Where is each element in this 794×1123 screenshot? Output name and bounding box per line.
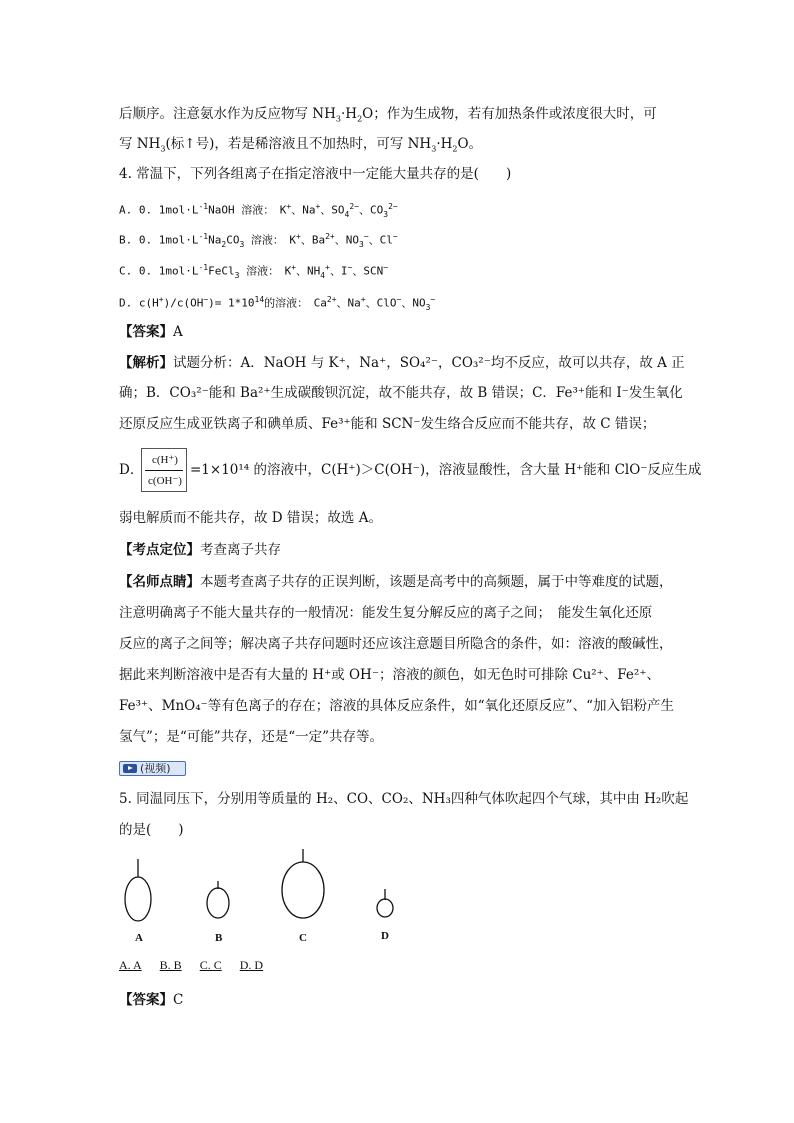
text-segment: (标↑号)，若是稀溶液且不加热时，可写 NH — [165, 136, 432, 152]
text-segment: NaOH 溶液： K — [208, 203, 287, 217]
text-segment: 、Cl — [368, 233, 393, 247]
balloon-label-b: B — [215, 932, 223, 944]
answer-label: 【答案】 — [119, 992, 173, 1008]
q4-mingshi-1 — [119, 572, 673, 592]
text-segment: B. 0. 1mol·L — [119, 233, 199, 247]
q4-option-a: A. 0. $1mol\cdot L^{-1}NaOH$ 溶液： K+、Na+、$SO_4^{2-}$、$CO_3^{2-}$ — [119, 202, 398, 219]
text-segment: 、NO — [401, 296, 426, 310]
balloon-c — [282, 849, 324, 918]
text-segment: 考查离子共存 — [200, 542, 281, 558]
text-segment: CO — [226, 233, 240, 247]
q4-answer — [119, 322, 183, 342]
q5-option-b[interactable]: B. B — [159, 958, 182, 972]
text-segment: 试题分析：A．NaOH 与 K⁺，Na⁺，SO₄²⁻，CO₃²⁻均不反应，故可以共存，故 A 正 — [173, 355, 685, 371]
q4-mingshi-5: Fe³⁺、MnO₄⁻等有色离子的存在；溶液的具体反应条件，如“氧化还原反应”、“加入铝粉产生 — [119, 698, 674, 714]
text-segment: 、Na — [291, 203, 316, 217]
text-segment: 溶液： K — [239, 264, 292, 278]
q4-analysis-3: 还原反应生成亚铁离子和碘单质、Fe³⁺能和 SCN⁻发生络合反应而不能共存，故 C 错误； — [119, 416, 656, 432]
text-segment: O。 — [457, 136, 483, 152]
balloon-b — [207, 881, 229, 918]
text-segment: 、NO — [334, 233, 359, 247]
text-segment: 写 NH — [119, 136, 161, 152]
mingshi-label: 【名师点睛】 — [119, 574, 200, 590]
answer-label: 【答案】 — [119, 324, 173, 340]
text-segment: ·H — [436, 136, 453, 152]
q4-analysis-4: =1×10¹⁴ 的溶液中，C(H⁺)＞C(OH⁻)，溶液显酸性，含大量 H⁺能和 ClO⁻反应生成 — [190, 462, 702, 478]
q4-analysis-1 — [119, 353, 685, 373]
q5-option-a[interactable]: A. A — [119, 958, 142, 972]
text-segment: 的溶液： Ca — [264, 296, 327, 310]
text-segment: 、SO — [320, 203, 345, 217]
video-button[interactable] — [119, 761, 186, 776]
balloon-label-c: C — [299, 932, 307, 944]
text-segment: 14 — [254, 295, 265, 304]
q5-stem-2: 的是( ) — [119, 822, 184, 838]
q4-stem: 4. 常温下，下列各组离子在指定溶液中一定能大量共存的是( ) — [119, 166, 512, 182]
intro-line-1: 后顺序。注意氨水作为反应物写 $NH_3\cdot H_2O$；作为生成物，若有加热条件或浓度很大时，可 — [119, 106, 657, 124]
q4-mingshi-2: 注意明确离子不能大量共存的一般情况：能发生复分解反应的离子之间； 能发生氧化还原 — [119, 605, 653, 621]
text-segment: 、Ba — [300, 233, 326, 247]
answer-value: C — [173, 992, 184, 1008]
play-icon — [123, 764, 137, 773]
fraction-bar — [145, 470, 183, 471]
q5-option-d[interactable]: D. D — [239, 958, 264, 972]
fraction-numerator: c(H⁺) — [152, 454, 178, 466]
q4-mingshi-4: 据此来判断溶液中是否有大量的 H⁺或 OH⁻；溶液的颜色，如无色时可排除 Cu²⁺、Fe²⁺、 — [119, 667, 660, 683]
text-segment: O；作为生成物，若有加热条件或浓度很大时，可 — [362, 106, 657, 122]
text-segment: -1 — [198, 232, 209, 241]
q4-kaodian — [119, 540, 281, 560]
q4-option-c: C. 0. $1mol\cdot L^{-1}FeCl_3$ 溶液： K+、$NH_4^+$、I−、SCN− — [119, 263, 389, 280]
text-segment: A. 0. 1mol·L — [119, 203, 199, 217]
text-segment: FeCl — [208, 264, 235, 278]
text-segment: 、CO — [359, 203, 384, 217]
text-segment: )/c(OH — [163, 296, 204, 310]
balloon-a — [125, 859, 151, 921]
text-segment: )= 1*10 — [208, 296, 255, 310]
fraction-box — [141, 448, 187, 492]
q4-analysis-4-prefix: D． — [119, 462, 144, 478]
q5-options — [119, 958, 263, 973]
q5-answer — [119, 990, 183, 1010]
q4-analysis-5: 弱电解质而不能共存，故 D 错误；故选 A。 — [119, 510, 382, 526]
intro-line-2: 写 $NH_3$(标↑号)，若是稀溶液且不加热时，可写 $NH_3\cdot H_2O$。 — [119, 136, 483, 154]
analysis-label: 【解析】 — [119, 355, 173, 371]
text-segment: -1 — [198, 263, 209, 272]
text-segment: Na — [208, 233, 222, 247]
text-segment: D. c(H — [119, 296, 159, 310]
kaodian-label: 【考点定位】 — [119, 542, 200, 558]
fraction-denominator: c(OH⁻) — [148, 475, 182, 487]
q5-stem-1: 5. 同温同压下，分别用等质量的 H₂、CO、CO₂、NH₃四种气体吹起四个气球，其中由 H₂吹起 — [119, 791, 689, 807]
balloon-svg — [110, 845, 410, 955]
text-segment: ·H — [340, 106, 358, 122]
q5-option-c[interactable]: C. C — [199, 958, 222, 972]
text-segment: 溶液： K — [244, 233, 297, 247]
text-segment: 、I — [329, 264, 348, 278]
video-label: (视频) — [140, 762, 171, 775]
balloon-figure — [110, 845, 410, 955]
text-segment: 、SCN — [352, 264, 384, 278]
answer-value: A — [173, 324, 183, 340]
balloon-label-a: A — [135, 932, 143, 944]
text-segment: 、Na — [336, 296, 361, 310]
q4-analysis-2: 确；B．CO₃²⁻能和 Ba²⁺生成碳酸钡沉淀，故不能共存，故 B 错误；C．Fe³⁺能和 I⁻发生氧化 — [119, 385, 683, 401]
text-segment: 、ClO — [365, 296, 397, 310]
text-segment: C. 0. 1mol·L — [119, 264, 199, 278]
q4-mingshi-3: 反应的离子之间等；解决离子共存问题时还应该注意题目所隐含的条件，如：溶液的酸碱性， — [119, 636, 673, 652]
text-segment: 本题考查离子共存的正误判断，该题是高考中的高频题，属于中等难度的试题， — [200, 574, 673, 590]
balloon-label-d: D — [381, 930, 389, 942]
text-segment: -1 — [198, 202, 209, 211]
q4-option-d: D. $c(H^+)/c(OH^-)= 1*10^{14}$的溶液： $Ca^{2+}$、Na+、ClO−、$NO_3^-$ — [119, 295, 436, 312]
q4-mingshi-6: 氢气”；是“可能”共存，还是“一定”共存等。 — [119, 729, 384, 745]
q4-option-b: B. 0. $1mol\cdot L^{-1}Na_2CO_3$ 溶液： K+、$Ba^{2+}$、$NO_3^-$、Cl− — [119, 232, 398, 249]
balloon-d — [377, 889, 393, 917]
text-segment: 后顺序。注意氨水作为反应物写 NH — [119, 106, 336, 122]
text-segment: 、NH — [296, 264, 321, 278]
